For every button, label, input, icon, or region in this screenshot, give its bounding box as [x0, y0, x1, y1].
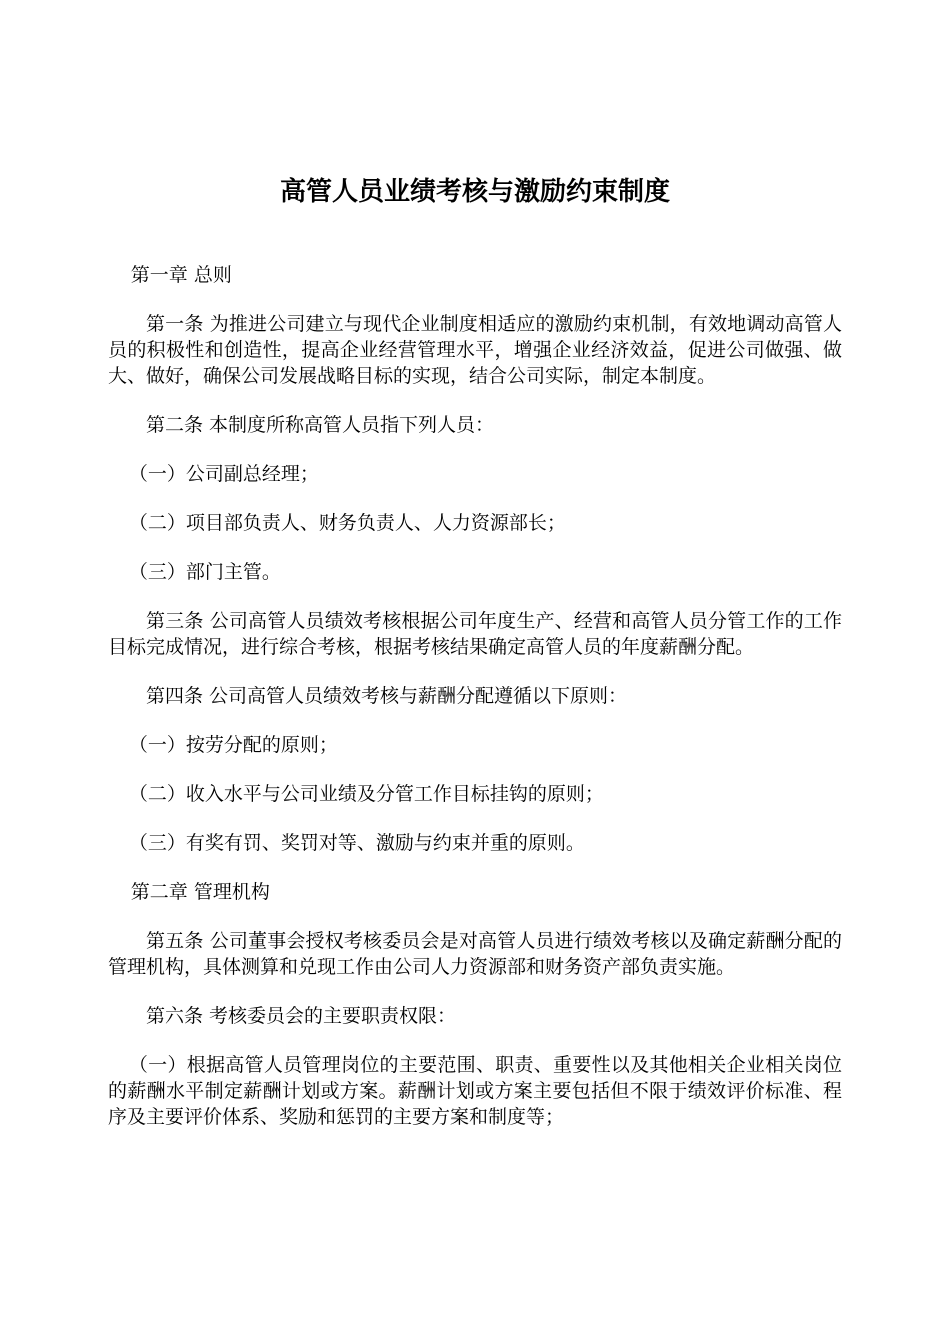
list-item: （一）按劳分配的原则；	[128, 734, 338, 756]
list-item: （二）项目部负责人、财务负责人、人力资源部长；	[128, 512, 566, 534]
list-item: （二）收入水平与公司业绩及分管工作目标挂钩的原则；	[128, 783, 604, 805]
article-paragraph: 第二条 本制度所称高管人员指下列人员：	[146, 414, 495, 436]
document-body	[108, 262, 842, 1153]
article-paragraph: 第五条 公司董事会授权考核委员会是对高管人员进行绩效考核以及确定薪酬分配的管理机构，具体测算和兑现工作由公司人力资源部和财务资产部负责实施。	[108, 930, 842, 978]
article-paragraph: 第四条 公司高管人员绩效考核与薪酬分配遵循以下原则：	[146, 685, 628, 707]
list-item: （一）公司副总经理；	[128, 463, 319, 485]
article-paragraph: 第六条 考核委员会的主要职责权限：	[146, 1005, 457, 1027]
article-paragraph: 第三条 公司高管人员绩效考核根据公司年度生产、经营和高管人员分管工作的工作目标完成情况，进行综合考核，根据考核结果确定高管人员的年度薪酬分配。	[108, 610, 842, 658]
list-item: （三）有奖有罚、奖罚对等、激励与约束并重的原则。	[128, 832, 585, 854]
document-page	[108, 0, 842, 1344]
list-item: （一）根据高管人员管理岗位的主要范围、职责、重要性以及其他相关企业相关岗位的薪酬水平制定薪酬计划或方案。薪酬计划或方案主要包括但不限于绩效评价标准、程序及主要评价体系、奖励和惩罚的主要方案和制度等；	[108, 1054, 842, 1128]
chapter-heading: 第二章 管理机构	[130, 881, 270, 903]
article-paragraph: 第一条 为推进公司建立与现代企业制度相适应的激励约束机制，有效地调动高管人员的积极性和创造性，提高企业经营管理水平，增强企业经济效益，促进公司做强、做大、做好，确保公司发展战略目标的实现，结合公司实际，制定本制度。	[108, 313, 842, 387]
list-item: （三）部门主管。	[128, 561, 281, 583]
document-title: 高管人员业绩考核与激励约束制度	[279, 177, 670, 207]
chapter-heading: 第一章 总则	[130, 264, 232, 286]
